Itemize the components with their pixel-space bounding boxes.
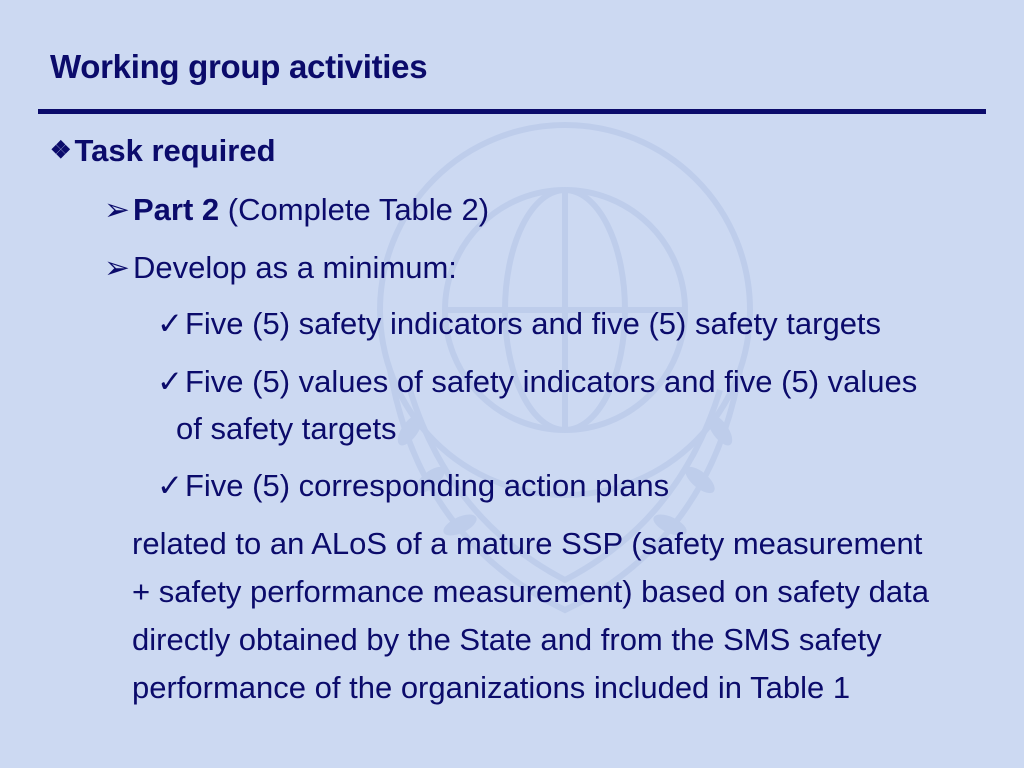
slide-title: Working group activities (50, 48, 428, 85)
develop-line (104, 248, 457, 288)
paragraph-line: + safety performance measurement) based on safety data (132, 574, 929, 609)
check-item (157, 362, 917, 402)
check-bullet-icon: ✓ (157, 468, 183, 503)
paragraph-line: directly obtained by the State and from the SMS safety (132, 622, 882, 657)
part-line (104, 190, 489, 230)
develop-text: Develop as a minimum: (132, 250, 457, 285)
check-item-continuation: of safety targets (176, 411, 397, 446)
title-divider (38, 109, 986, 114)
check-bullet-icon: ✓ (157, 306, 183, 341)
check-item-text: Five (5) safety indicators and five (5) safety targets (184, 306, 882, 341)
check-bullet-icon: ✓ (157, 364, 183, 399)
part-label: Part 2 (132, 192, 220, 227)
arrow-bullet-icon: ➢ (104, 250, 130, 285)
part-description: (Complete Table 2) (219, 192, 490, 227)
check-item (157, 466, 669, 506)
task-heading: Task required (74, 133, 276, 168)
paragraph-line: performance of the organizations included in Table 1 (132, 670, 851, 705)
arrow-bullet-icon: ➢ (104, 192, 130, 227)
check-item-text: Five (5) values of safety indicators and five (5) values (184, 364, 918, 399)
paragraph-line: related to an ALoS of a mature SSP (safety measurement (132, 526, 923, 561)
task-heading-line (50, 131, 276, 171)
diamond-bullet-icon: ❖ (50, 137, 72, 164)
check-item (157, 304, 881, 344)
check-item-text: Five (5) corresponding action plans (184, 468, 670, 503)
